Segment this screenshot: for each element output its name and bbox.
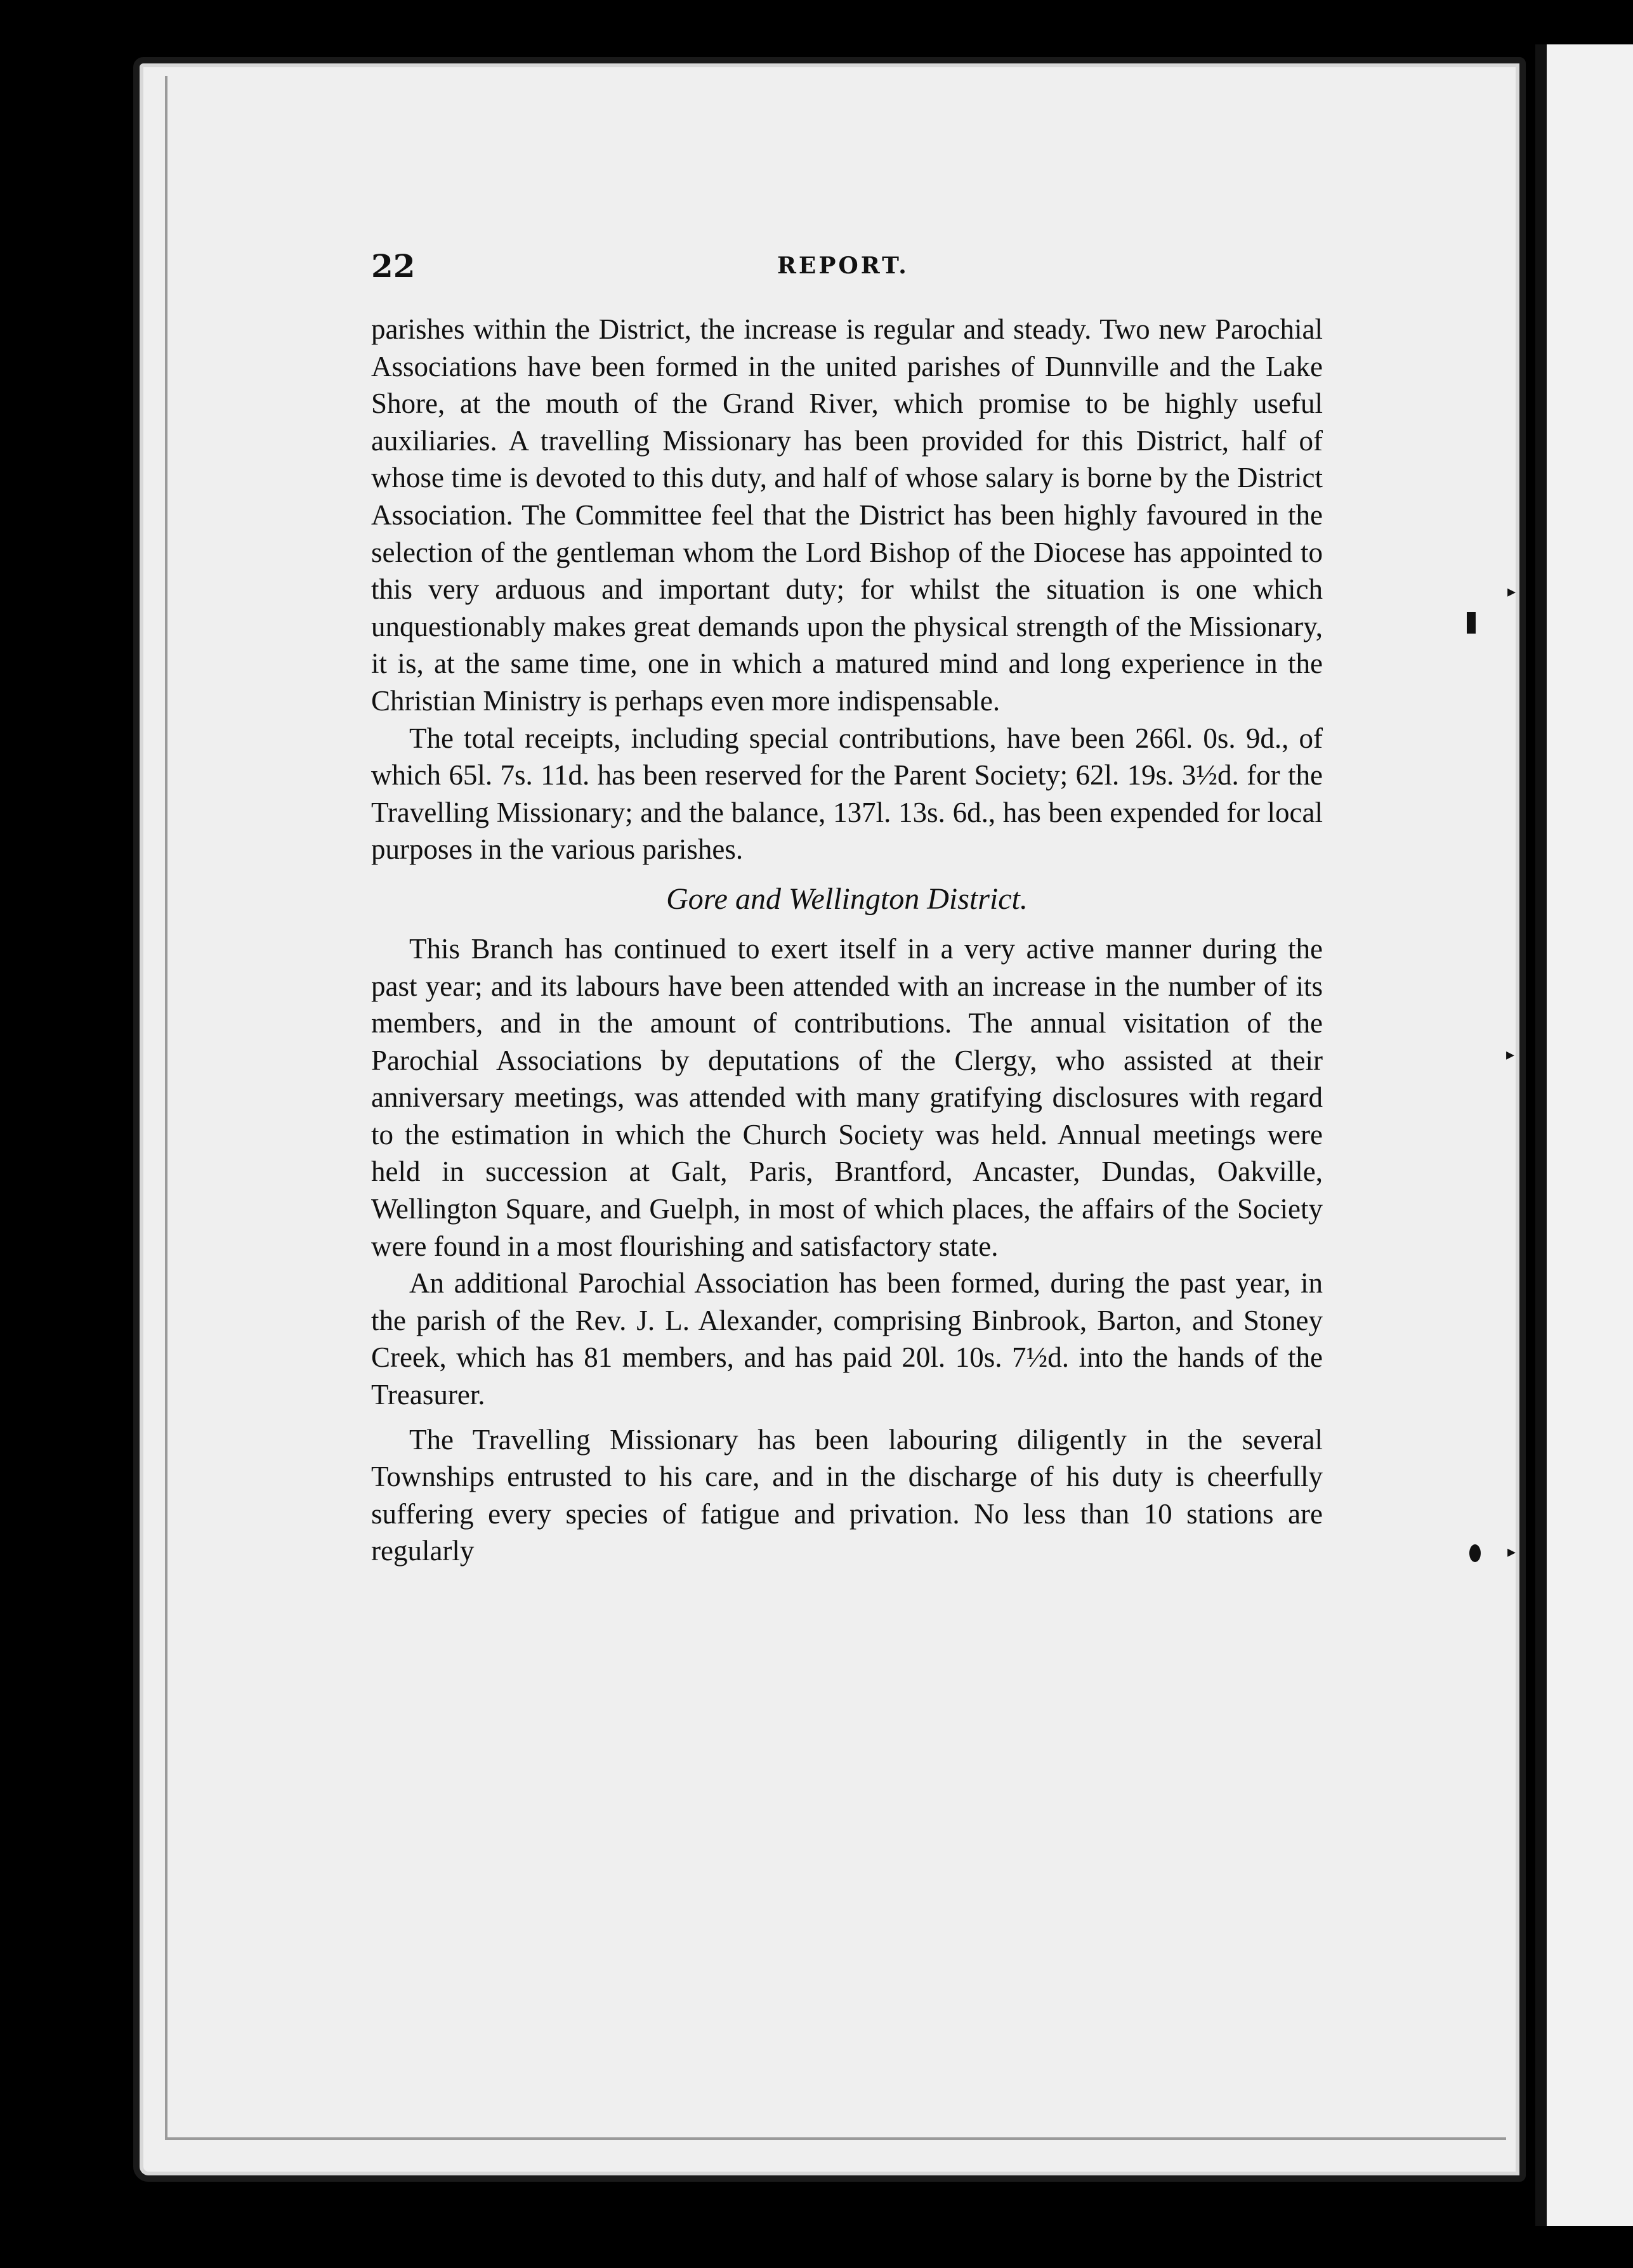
paragraph-receipts: The total receipts, including special contributions, have been 266l. 0s. 9d., of which 65l. 7s. 11d. has been reserved for the Parent Society; 62l. 19s. 3½d. for the Travelling Missionary; and the balance, 137l. 13s. 6d., has been expended for local purposes in the various parishes. — [371, 722, 1323, 866]
facing-page-edge — [1535, 44, 1633, 2226]
section-heading: Gore and Wellington District. — [666, 882, 1028, 916]
running-head: REPORT. — [777, 252, 909, 279]
page-header — [371, 247, 1329, 285]
ink-blot-mark — [1467, 612, 1476, 634]
arrow-mark-icon: ▸ — [1507, 1542, 1516, 1561]
arrow-mark-icon: ▸ — [1507, 582, 1516, 601]
body-text — [371, 311, 1323, 1570]
arrow-mark-icon: ▸ — [1506, 1045, 1515, 1064]
ink-blot-mark — [1469, 1544, 1481, 1562]
paragraph-continuation: parishes within the District, the increase is regular and steady. Two new Parochial Associations have been formed in the united parishes of Dunnville and the Lake Shore, at the mouth of the Grand River, which promise to be highly useful auxiliaries. A travelling Missionary has been provided for this District, half of whose time is devoted to this duty, and half of whose salary is borne by the District Association. The Committee feel that the District has been highly favoured in the selection of the gentleman whom the Lord Bishop of the Diocese has appointed to this very arduous and important duty; for whilst the situation is one which unquestionably makes great demands upon the physical strength of the Missionary, it is, at the same time, one in which a matured mind and long experience in the Christian Ministry is perhaps even more indispensable. — [371, 313, 1323, 717]
paragraph-parochial-association: An additional Parochial Association has been formed, during the past year, in the parish of the Rev. J. L. Alexander, comprising Binbrook, Barton, and Stoney Creek, which has 81 members, and has paid 20l. 10s. 7½d. into the hands of the Treasurer. — [371, 1267, 1323, 1411]
paragraph-branch: This Branch has continued to exert itself in a very active manner during the past year; and its labours have been attended with an increase in the number of its members, and in the amount of contributions. The annual visitation of the Parochial Associations by deputations of the Clergy, who assisted at their anniversary meetings, was attended with many gratifying disclosures with regard to the estimation in which the Church Society was held. Annual meetings were held in succession at Galt, Paris, Brantford, Ancaster, Dundas, Oakville, Wellington Square, and Guelph, in most of which places, the affairs of the Society were found in a most flourishing and satisfactory state. — [371, 932, 1323, 1262]
paragraph-travelling-missionary: The Travelling Missionary has been labouring diligently in the several Townships entrusted to his care, and in the discharge of his duty is cheerfully suffering every species of fatigue and privation. No less than 10 stations are regularly — [371, 1423, 1323, 1567]
page-number: 22 — [371, 247, 416, 285]
